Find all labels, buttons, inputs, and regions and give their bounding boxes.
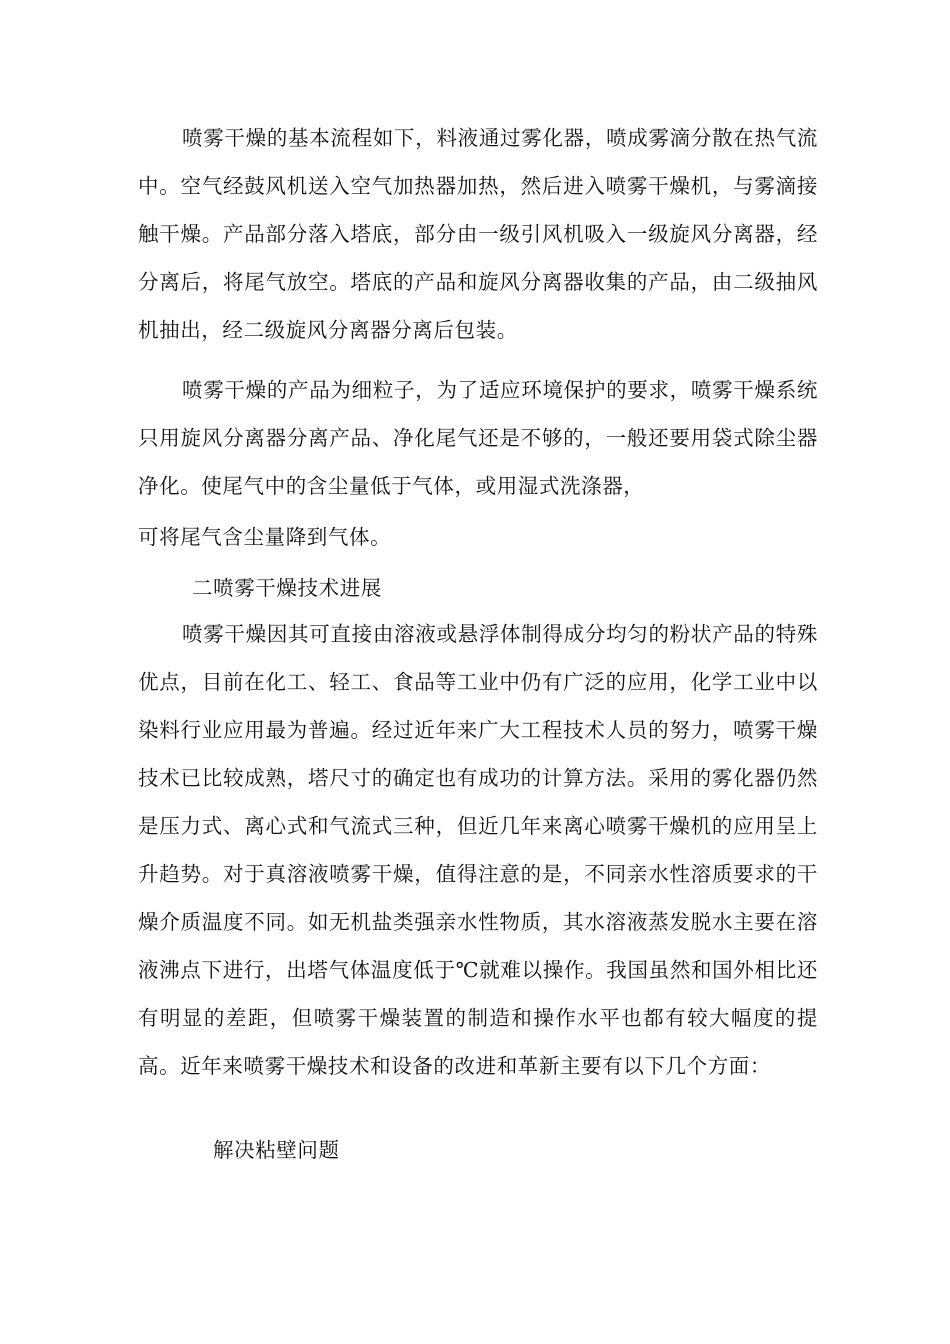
paragraph-product-fine-particles: 喷雾干燥的产品为细粒子，为了适应环境保护的要求，喷雾干燥系统只用旋风分离器分离产品、净化尾气还是不够的，一般还要用袋式除尘器净化。使尾气中的含尘量低于气体，或用湿式洗涤器， [138, 378, 818, 498]
section-heading-technology-progress: 二喷雾干燥技术进展 [192, 576, 382, 600]
paragraph-spray-drying-process: 喷雾干燥的基本流程如下，料液通过雾化器，喷成雾滴分散在热气流中。空气经鼓风机送入空气加热器加热，然后进入喷雾干燥机，与雾滴接触干燥。产品部分落入塔底，部分由一级引风机吸入一级旋风分离器，经分离后，将尾气放空。塔底的产品和旋风分离器收集的产品，由二级抽风机抽出，经二级旋风分离器分离后包装。 [138, 126, 818, 342]
subheading-wall-sticking: 解决粘壁问题 [213, 1138, 340, 1162]
paragraph-technology-development: 喷雾干燥因其可直接由溶液或悬浮体制得成分均匀的粉状产品的特殊优点，目前在化工、轻工、食品等工业中仍有广泛的应用，化学工业中以染料行业应用最为普遍。经过近年来广大工程技术人员的努力，喷雾干燥技术已比较成熟，塔尺寸的确定也有成功的计算方法。采用的雾化器仍然是压力式、离心式和气流式三种，但近几年来离心喷雾干燥机的应用呈上升趋势。对于真溶液喷雾干燥，值得注意的是，不同亲水性溶质要求的干燥介质温度不同。如无机盐类强亲水性物质，其水溶液蒸发脱水主要在溶液沸点下进行，出塔气体温度低于℃就难以操作。我国虽然和国外相比还有明显的差距，但喷雾干燥装置的制造和操作水平也都有较大幅度的提高。近年来喷雾干燥技术和设备的改进和革新主要有以下几个方面： [138, 622, 818, 1078]
paragraph-tail-gas-dust: 可将尾气含尘量降到气体。 [138, 525, 392, 549]
